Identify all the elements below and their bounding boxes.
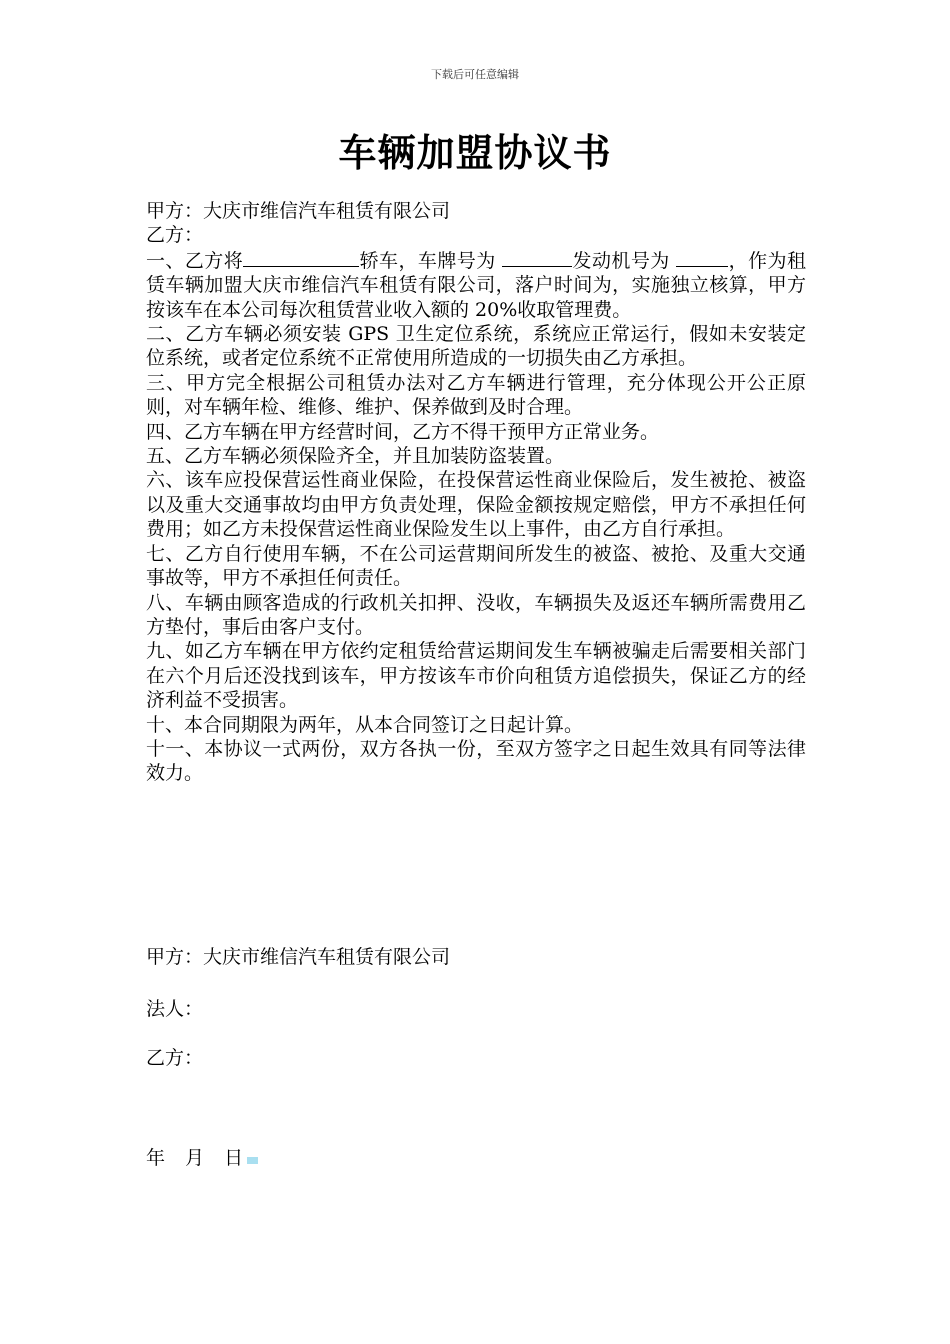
clause-11: 十一、本协议一式两份，双方各执一份，至双方签字之日起生效具有同等法律效力。 bbox=[146, 737, 806, 785]
signoff-party-b: 乙方： bbox=[146, 1047, 204, 1069]
party-b-line: 乙方： bbox=[146, 224, 204, 247]
clause-9: 九、如乙方车辆在甲方依约定租赁给营运期间发生车辆被骗走后需要相关部门在六个月后还没找到该车，甲方按该车市价向租赁方追偿损失，保证乙方的经济利益不受损害。 bbox=[146, 640, 806, 712]
clause-6: 六、该车应投保营运性商业保险，在投保营运性商业保险后，发生被抢、被盗以及重大交通事故均由甲方负责处理，保险金额按规定赔偿，甲方不承担任何费用；如乙方未投保营运性商业保险发生以上事件，由乙方自行承担。 bbox=[146, 469, 806, 541]
engine-number-blank[interactable] bbox=[676, 248, 728, 267]
header-note: 下载后可任意编辑 bbox=[431, 68, 519, 81]
clause-1 bbox=[146, 248, 806, 322]
clause-1-part-1: 一、乙方将 bbox=[146, 249, 244, 272]
date-year: 年 bbox=[146, 1147, 166, 1169]
clause-4: 四、乙方车辆在甲方经营时间，乙方不得干预甲方正常业务。 bbox=[146, 420, 660, 443]
clause-1-part-2: 轿车，车牌号为 bbox=[359, 249, 496, 272]
clause-7: 七、乙方自行使用车辆，不在公司运营期间所发生的被盗、被抢、及重大交通事故等，甲方不承担任何责任。 bbox=[146, 542, 806, 590]
document-title: 车辆加盟协议书 bbox=[338, 131, 612, 175]
clause-5: 五、乙方车辆必须保险齐全，并且加装防盗装置。 bbox=[146, 445, 565, 468]
clause-8: 八、车辆由顾客造成的行政机关扣押、没收，车辆损失及返还车辆所需费用乙方垫付，事后由客户支付。 bbox=[146, 591, 806, 638]
clause-1-part-3: 发动机号为 bbox=[572, 249, 670, 272]
clause-2: 二、乙方车辆必须安装 GPS 卫生定位系统，系统应正常运行，假如未安装定位系统，或者定位系统不正常使用所造成的一切损失由乙方承担。 bbox=[146, 323, 806, 370]
clause-1-part-4: ， bbox=[728, 249, 749, 272]
agreement-body bbox=[146, 199, 806, 786]
text-cursor-highlight bbox=[247, 1157, 258, 1164]
signoff-date bbox=[146, 1146, 806, 1170]
clause-1-rest: 作为租赁车辆加盟大庆市维信汽车租赁有限公司，落户时间为，实施独立核算，甲方按该车在本公司每次租赁营业收入额的 20%收取管理费。 bbox=[146, 249, 806, 321]
date-month: 月 bbox=[185, 1147, 205, 1169]
plate-number-blank[interactable] bbox=[502, 248, 572, 267]
vehicle-model-blank[interactable] bbox=[243, 248, 359, 267]
signoff-legal-rep: 法人： bbox=[146, 998, 204, 1020]
date-day: 日 bbox=[224, 1147, 244, 1169]
party-a-line: 甲方：大庆市维信汽车租赁有限公司 bbox=[146, 200, 451, 222]
clause-3: 三、甲方完全根据公司租赁办法对乙方车辆进行管理，充分体现公开公正原则，对车辆年检、维修、维护、保养做到及时合理。 bbox=[146, 371, 806, 419]
clause-10: 十、本合同期限为两年，从本合同签订之日起计算。 bbox=[146, 713, 584, 736]
signoff-party-a: 甲方：大庆市维信汽车租赁有限公司 bbox=[146, 946, 451, 968]
